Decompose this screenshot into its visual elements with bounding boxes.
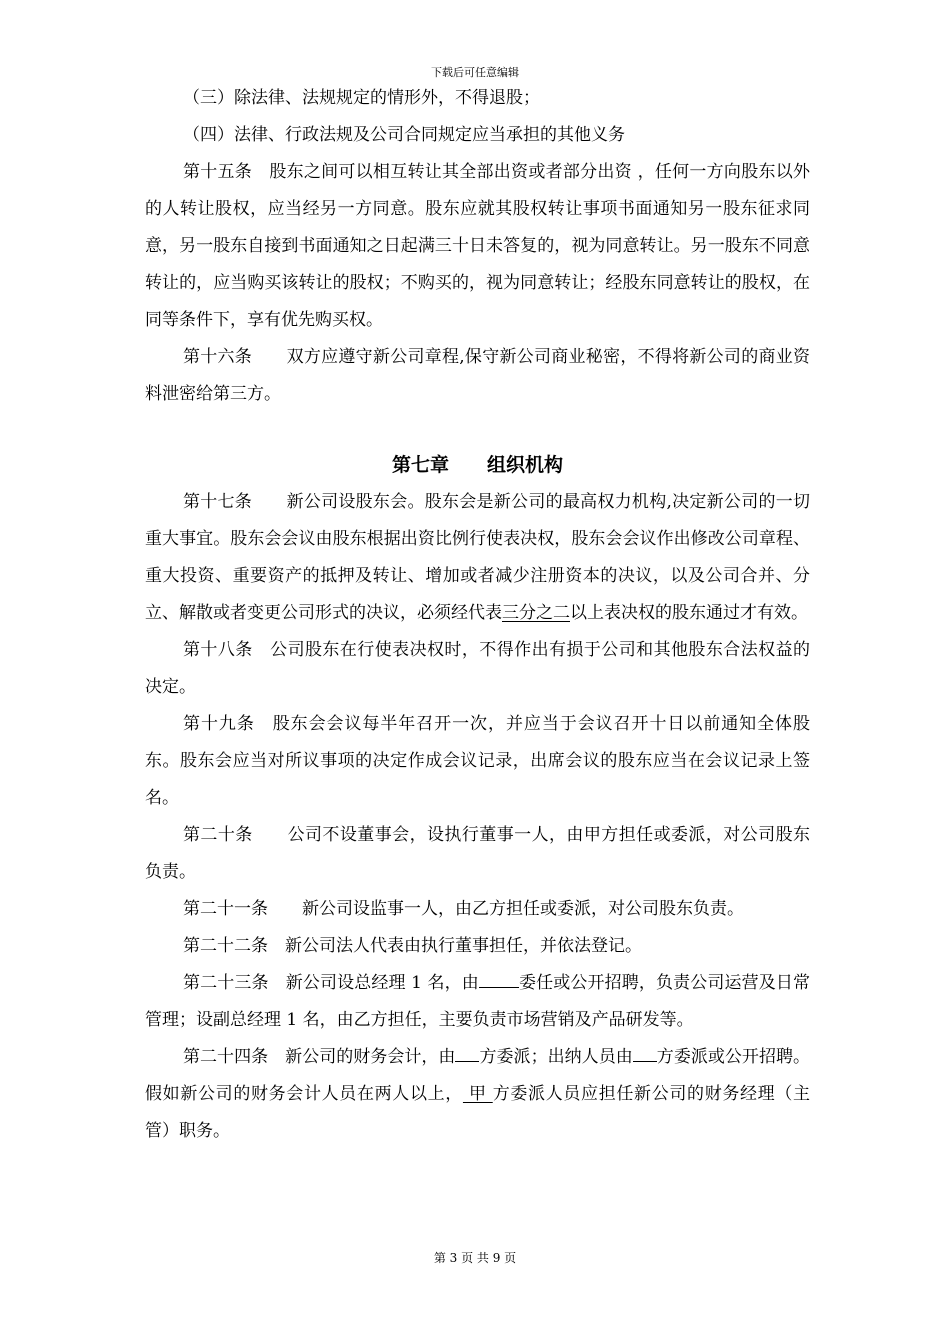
article-16: 第十六条 双方应遵守新公司章程,保守新公司商业秘密，不得将新公司的商业资料泄密给第三方。 — [145, 347, 810, 404]
page-footer: 第 3 页 共 9 页 — [433, 1251, 517, 1265]
article-24-text-2: 方委派；出纳人员由 — [479, 1047, 633, 1067]
article-21: 第二十一条 新公司设监事一人，由乙方担任或委派，对公司股东负责。 — [183, 899, 744, 919]
article-24-text-end: 方委派人员应担任新公司的财务经理（主管）职务。 — [145, 1084, 811, 1141]
clause-3-item: （三）除法律、法规规定的情形外，不得退股； — [183, 88, 540, 108]
article-24-text: 第二十四条 新公司的财务会计，由 — [183, 1047, 456, 1067]
article-23-text: 第二十三条 新公司设总经理 1 名，由 — [183, 973, 479, 993]
article-17-text: 第十七条 新公司设股东会。股东会是新公司的最高权力机构,决定新公司的一切重大事宜。股东会会议由股东根据出资比例行使表决权，股东会会议作出修改公司章程、重大投资、重要资产的抵押及转让、增加或者减少注册资本的决议，以及公司合并、分立、解散或者变更公司形式的决议，必须经代表 — [145, 492, 810, 623]
document-body — [145, 80, 810, 1150]
page-header: 下载后可任意编辑 — [431, 66, 519, 79]
article-24 — [145, 1039, 810, 1150]
article-17 — [145, 484, 810, 632]
article-22: 第二十二条 新公司法人代表由执行董事担任，并依法登记。 — [183, 936, 642, 956]
blank-line — [479, 969, 519, 988]
chapter-7-heading: 第七章 组织机构 — [391, 454, 563, 476]
article-23-text-end: 委任或公开招聘，负责公司运营及日常管理；设副总经理 1 名，由乙方担任，主要负责市场营销及产品研发等。 — [145, 973, 810, 1030]
two-thirds-underlined: 三分之二 — [502, 603, 570, 623]
blank-line — [455, 1043, 479, 1062]
section-spacer — [145, 413, 810, 447]
party-a-underlined: 甲 — [462, 1084, 493, 1104]
article-24-text-3: 方委派或公开招聘。假如新公司的财务会计人员在两人以上， — [145, 1047, 811, 1104]
clause-4-item: （四）法律、行政法规及公司合同规定应当承担的其他义务 — [183, 125, 625, 145]
article-17-text-end: 以上表决权的股东通过才有效。 — [570, 603, 808, 623]
article-23 — [145, 965, 810, 1039]
article-15: 第十五条 股东之间可以相互转让其全部出资或者部分出资 ，任何一方向股东以外的人转让股权，应当经另一方同意。股东应就其股权转让事项书面通知另一股东征求同意，另一股东自接到书面通知之日起满三十日未答复的，视为同意转让。另一股东不同意转让的，应当购买该转让的股权；不购买的，视为同意转让；经股东同意转让的股权，在同等条件下，享有优先购买权。 — [145, 162, 810, 330]
article-19: 第十九条 股东会会议每半年召开一次，并应当于会议召开十日以前通知全体股东。股东会应当对所议事项的决定作成会议记录，出席会议的股东应当在会议记录上签名。 — [145, 714, 810, 808]
article-20: 第二十条 公司不设董事会，设执行董事一人，由甲方担任或委派，对公司股东负责。 — [145, 825, 810, 882]
article-18: 第十八条 公司股东在行使表决权时，不得作出有损于公司和其他股东合法权益的决定。 — [145, 640, 810, 697]
blank-line — [633, 1043, 657, 1062]
